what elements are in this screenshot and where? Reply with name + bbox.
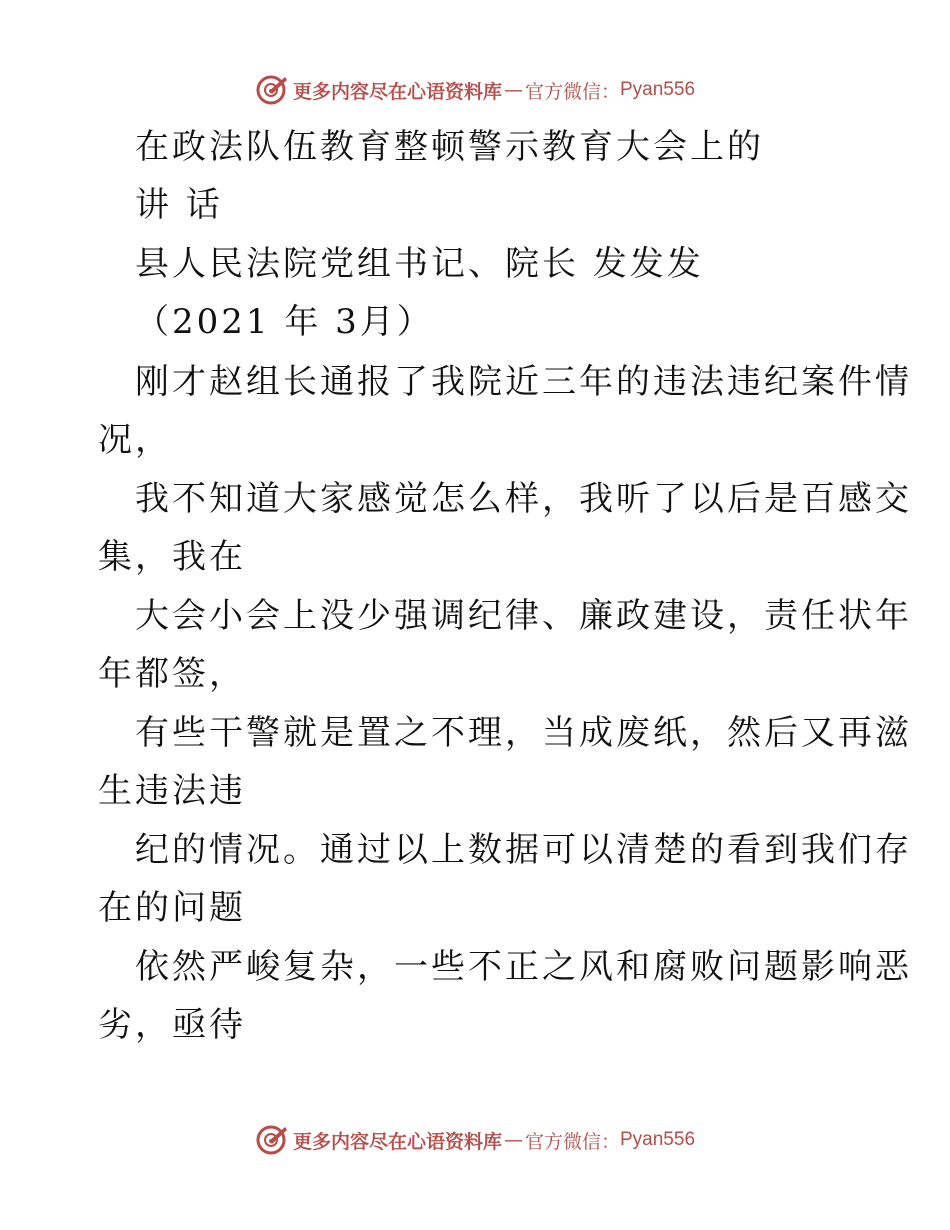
banner-wechat-id: Pyan556 (620, 1129, 696, 1150)
document-title-line-1: 在政法队伍教育整顿警示教育大会上的 (135, 127, 764, 167)
body-line: 纪的情况。通过以上数据可以清楚的看到我们存 (135, 830, 912, 870)
body-line: 大会小会上没少强调纪律、廉政建设，责任状年 (135, 596, 912, 636)
brand-logo-icon (255, 1123, 289, 1157)
body-line: 年都签， (98, 654, 246, 694)
body-line: 刚才赵组长通报了我院近三年的违法违纪案件情 (135, 362, 912, 402)
banner-dash: — (503, 1129, 523, 1151)
footer-banner (0, 1120, 950, 1160)
body-line: 依然严峻复杂，一些不正之风和腐败问题影响恶 (135, 947, 912, 987)
document-author: 县人民法院党组书记、院长 发发发 (135, 244, 704, 284)
document-title-line-2: 讲 话 (135, 185, 223, 225)
body-line: 劣，亟待 (98, 1005, 246, 1045)
body-line: 况， (98, 420, 172, 460)
banner-brand-text: 更多内容尽在心语资料库 (292, 1130, 502, 1153)
document-date: （2021 年 3月） (135, 302, 434, 342)
body-line: 有些干警就是置之不理，当成废纸，然后又再滋 (135, 713, 912, 753)
banner-wechat-label: 官方微信： (524, 1130, 620, 1153)
body-line: 集，我在 (98, 537, 246, 577)
body-line: 在的问题 (98, 888, 246, 928)
body-line: 我不知道大家感觉怎么样，我听了以后是百感交 (135, 479, 912, 519)
header-banner (0, 70, 950, 110)
banner-brand-text: 更多内容尽在心语资料库 (292, 80, 502, 103)
brand-logo-icon (255, 73, 289, 107)
banner-dash: — (503, 79, 523, 101)
banner-wechat-id: Pyan556 (620, 79, 696, 100)
banner-wechat-label: 官方微信： (524, 80, 620, 103)
body-line: 生违法违 (98, 771, 246, 811)
